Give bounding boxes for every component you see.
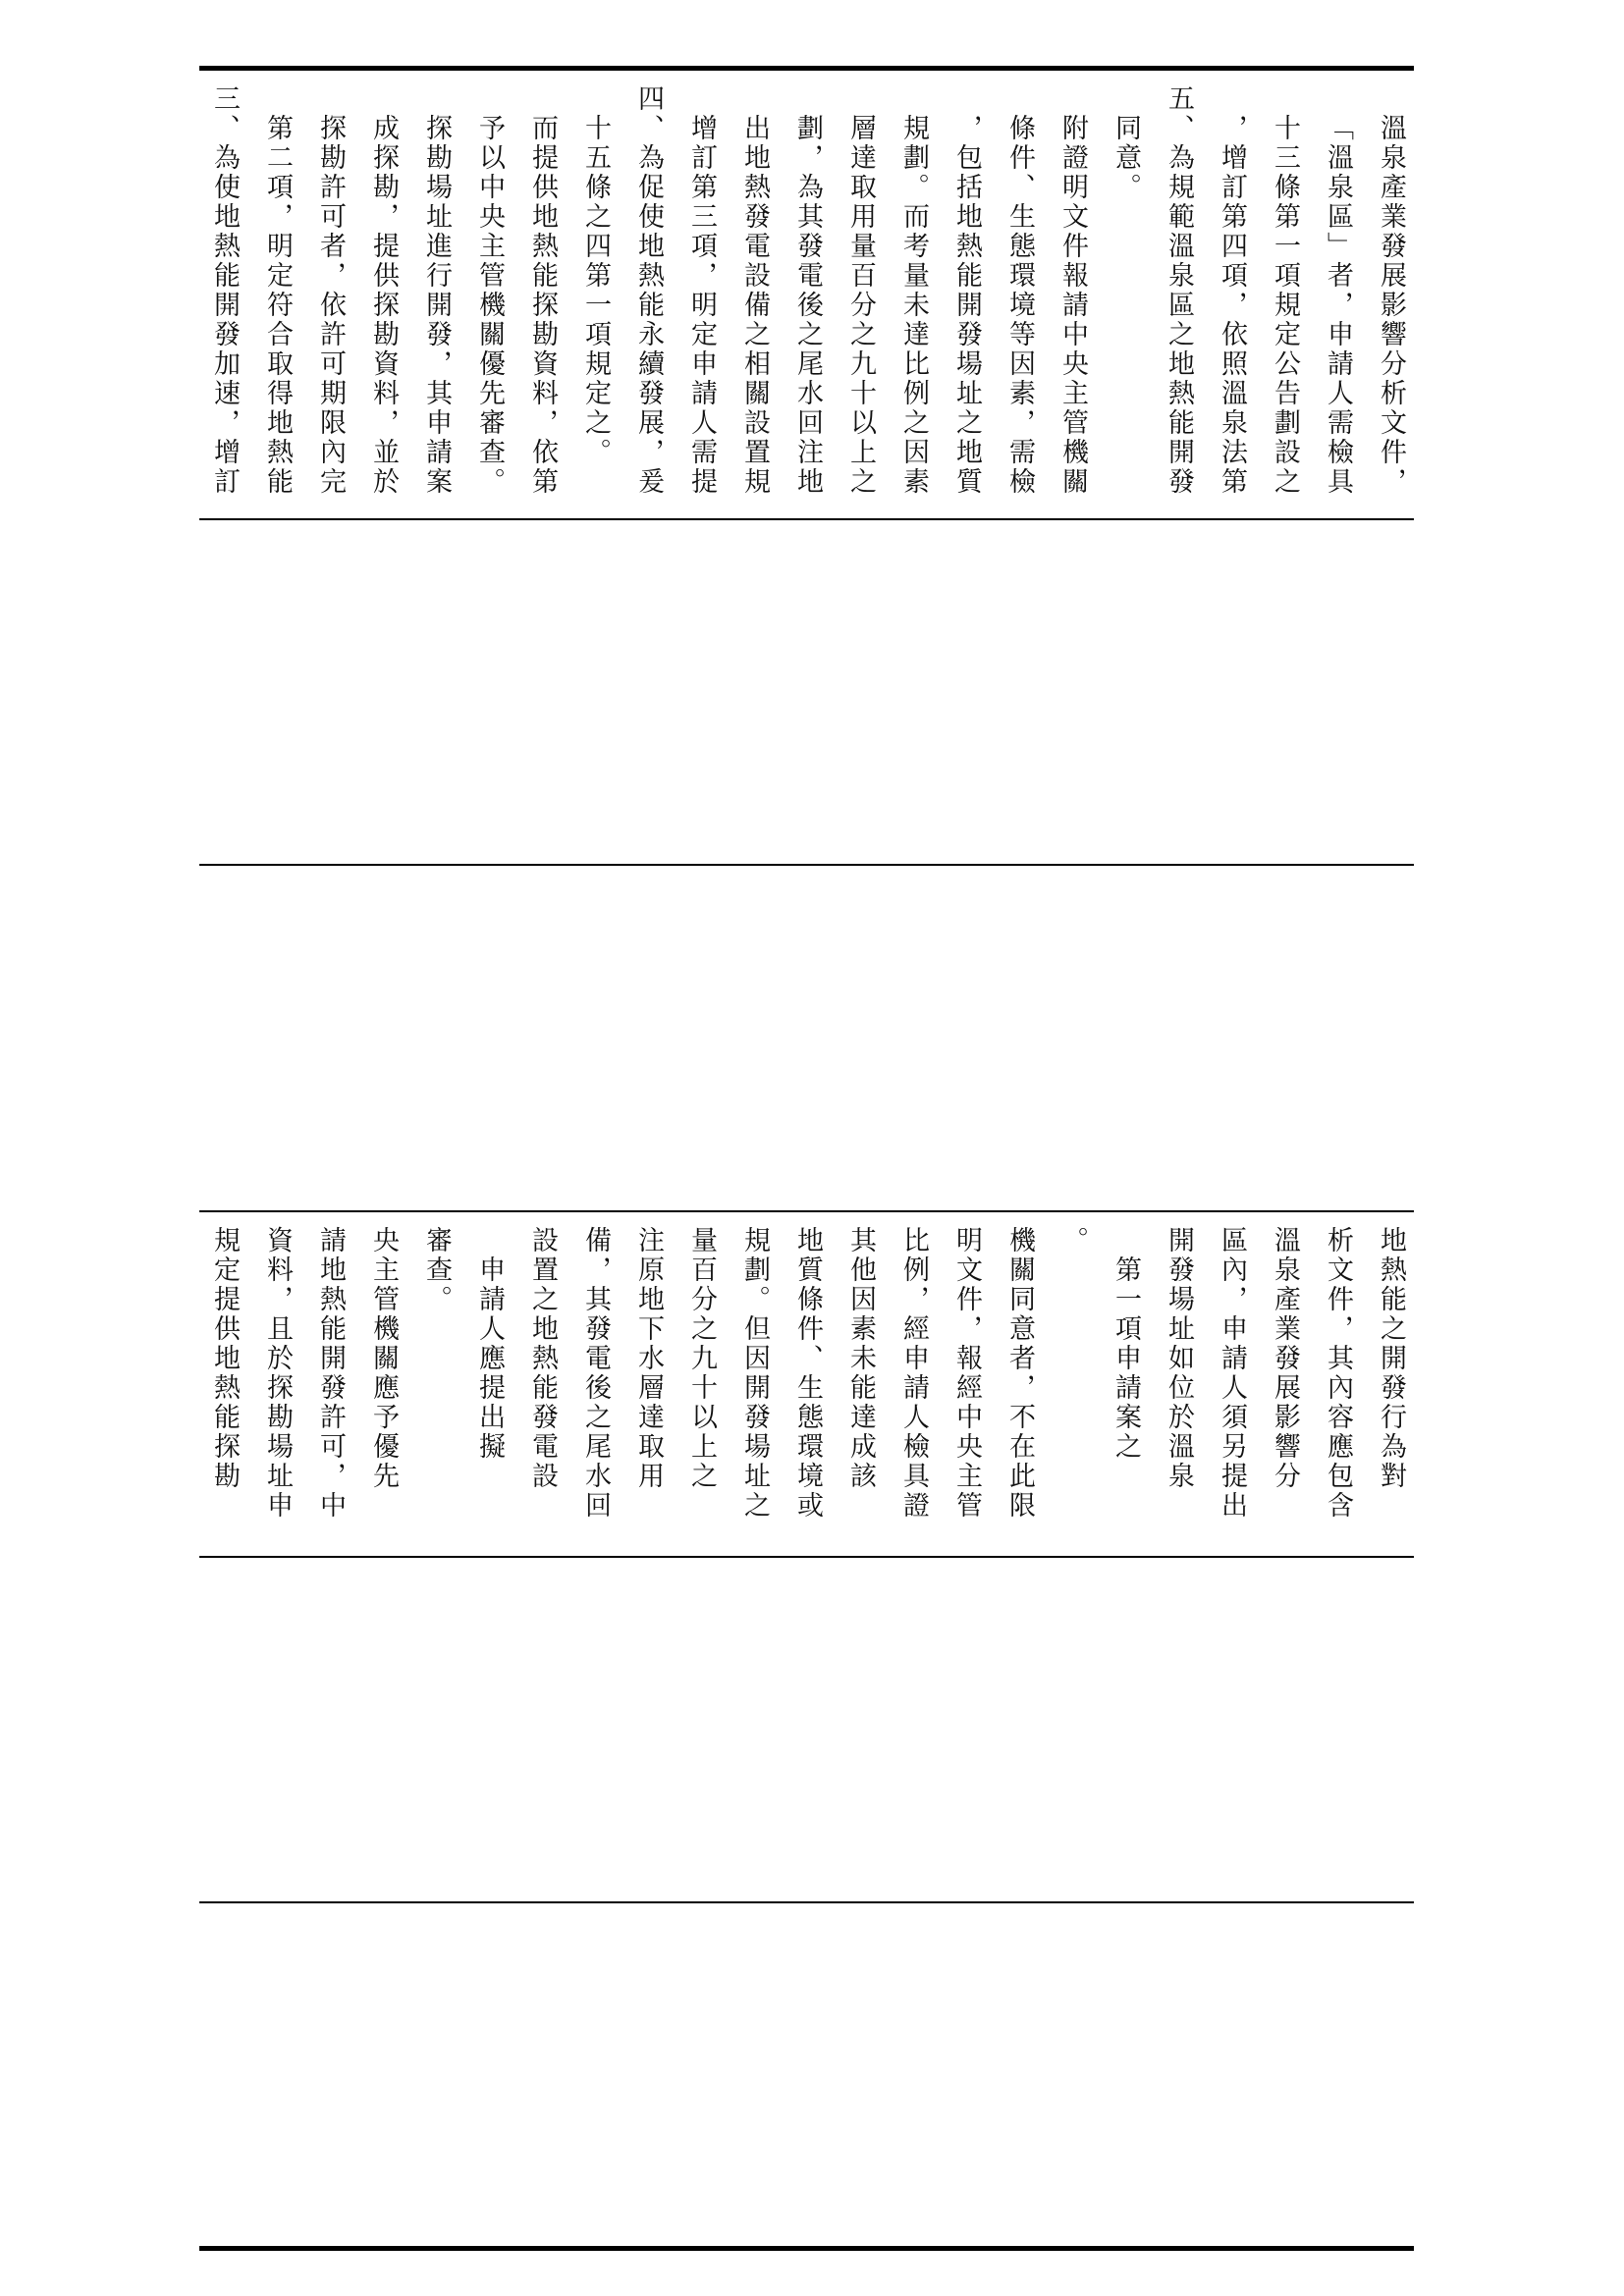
text-column: 地熱能之開發行為對 <box>1376 1226 1406 1491</box>
text-column: 層達取用量百分之九十以上之 <box>845 114 876 497</box>
row-divider-1 <box>199 518 1414 520</box>
text-column: 規劃。而考量未達比例之因素 <box>898 114 929 497</box>
text-column: 成探勘，提供探勘資料，並於 <box>368 114 399 497</box>
row-divider-5 <box>199 1901 1414 1903</box>
provision-cell <box>199 1212 1414 1556</box>
text-column: 溫泉產業發展影響分 <box>1270 1226 1300 1491</box>
text-column: 其他因素未能達成該 <box>845 1226 876 1491</box>
text-column: 規定提供地熱能探勘 <box>209 1226 240 1491</box>
text-column: ，包括地熱能開發場址之地質 <box>951 114 982 497</box>
text-column: 請地熱能開發許可，中 <box>315 1226 346 1521</box>
text-column: 十三條第一項規定公告劃設之 <box>1270 114 1300 497</box>
text-column: 開發場址如位於溫泉 <box>1164 1226 1194 1491</box>
text-column: 予以中央主管機關優先審查。 <box>474 114 505 497</box>
text-column: 探勘許可者，依許可期限內完 <box>315 114 346 497</box>
text-column: 析文件，其內容應包含 <box>1323 1226 1353 1521</box>
text-column: 央主管機關應予優先 <box>368 1226 399 1491</box>
table-bottom-border <box>199 2246 1414 2251</box>
text-column: 「溫泉區」者，申請人需檢具 <box>1323 114 1353 497</box>
text-column: ，增訂第四項，依照溫泉法第 <box>1217 114 1247 497</box>
text-column: 劃，為其發電後之尾水回注地 <box>792 114 823 497</box>
row-divider-4 <box>199 1556 1414 1558</box>
text-column: 規劃。但因開發場址之 <box>739 1226 770 1521</box>
text-column: 附證明文件報請中央主管機關 <box>1057 114 1088 497</box>
text-column: 同意。 <box>1110 114 1141 202</box>
text-column: 資料，且於探勘場址申 <box>262 1226 293 1521</box>
text-column: 審查。 <box>421 1226 452 1314</box>
text-column: 第二項，明定符合取得地熱能 <box>262 114 293 497</box>
text-column: 增訂第三項，明定申請人需提 <box>686 114 717 497</box>
text-column: 地質條件、生態環境或 <box>792 1226 823 1521</box>
text-column: 區內，申請人須另提出 <box>1217 1226 1247 1521</box>
row-divider-2 <box>199 864 1414 866</box>
text-column: 出地熱發電設備之相關設置規 <box>739 114 770 497</box>
explanation-cell <box>199 71 1414 518</box>
text-column: 量百分之九十以上之 <box>686 1226 717 1491</box>
text-column: 備，其發電後之尾水回 <box>580 1226 611 1521</box>
text-column: 設置之地熱能發電設 <box>527 1226 558 1491</box>
text-column: 注原地下水層達取用 <box>633 1226 664 1491</box>
text-column: 探勘場址進行開發，其申請案 <box>421 114 452 497</box>
text-column: 條件、生態環境等因素，需檢 <box>1004 114 1035 497</box>
text-column: 比例，經申請人檢具證 <box>898 1226 929 1521</box>
text-column: 而提供地熱能探勘資料，依第 <box>527 114 558 497</box>
text-column: 機關同意者，不在此限 <box>1004 1226 1035 1521</box>
text-column: 五、為規範溫泉區之地熱能開發 <box>1164 84 1194 497</box>
text-column: 十五條之四第一項規定之。 <box>580 114 611 467</box>
text-column: 四、為促使地熱能永續發展，爰 <box>633 84 664 497</box>
text-column: 三、為使地熱能開發加速，增訂 <box>209 84 240 497</box>
text-column: 明文件，報經中央主管 <box>951 1226 982 1521</box>
text-column: 申請人應提出擬 <box>474 1226 505 1462</box>
text-column: 溫泉產業發展影響分析文件， <box>1376 114 1406 497</box>
text-column: 。 <box>1057 1226 1088 1255</box>
text-column: 第一項申請案之 <box>1110 1226 1141 1462</box>
